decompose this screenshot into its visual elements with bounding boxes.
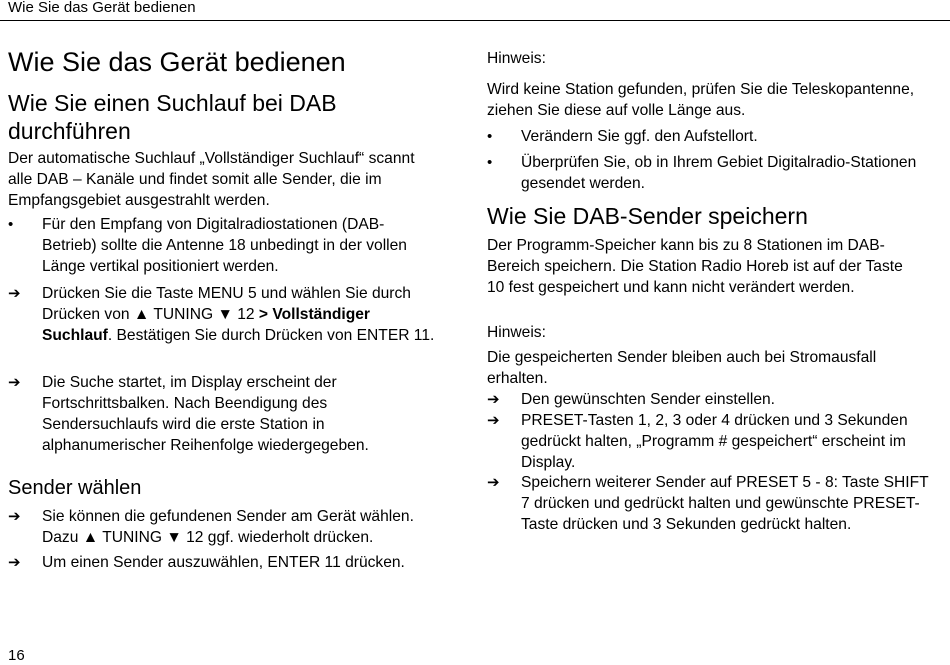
arrow-icon: ➔ (487, 412, 500, 429)
list-item (8, 214, 438, 277)
menu-path: > Vollständiger Suchlauf (42, 306, 370, 344)
instruction-step (8, 283, 440, 346)
step-text-tuning: TUNING (98, 529, 167, 546)
step-text: Den gewünschten Sender einstellen. (521, 391, 775, 408)
triangle-down-icon: ▼ (166, 529, 182, 546)
instruction-step (8, 372, 440, 456)
instruction-step (487, 389, 921, 410)
page-title: Wie Sie das Gerät bedienen (8, 47, 346, 77)
page-number: 16 (8, 647, 25, 664)
step-text: Um einen Sender auszuwählen, ENTER 11 drücken. (42, 554, 405, 571)
list-item (487, 126, 921, 147)
instruction-step (8, 552, 462, 573)
triangle-up-icon: ▲ (133, 306, 150, 323)
triangle-down-icon: ▼ (217, 306, 233, 323)
bullet-icon: • (487, 128, 493, 145)
step-text: PRESET-Tasten 1, 2, 3 oder 4 drücken und 3 Sekunden gedrückt halten, „Programm # gespeichert“ erscheint im Display. (521, 412, 908, 471)
search-intro: Der automatische Suchlauf „Vollständiger Suchlauf“ scannt alle DAB – Kanäle und findet somit alle Sender, die im Empfangsgebiet ausgestrahlt werden. (8, 150, 415, 209)
step-text-pre: Drücken Sie die Taste MENU 5 und wählen Sie durch Drücken von (42, 285, 411, 323)
note-text: Die gespeicherten Sender bleiben auch bei Stromausfall erhalten. (487, 349, 877, 387)
arrow-icon: ➔ (487, 391, 500, 408)
note-label: Hinweis: (487, 50, 546, 67)
step-text-tuning: TUNING (149, 306, 218, 323)
list-item-text: Für den Empfang von Digitalradiostationen (DAB-Betrieb) sollte die Antenne 18 unbedingt in der vollen Länge vertikal positioniert werden. (42, 216, 407, 275)
step-text-pre: Sie können die gefundenen Sender am Gerät wählen. Dazu (42, 508, 414, 546)
instruction-step (487, 472, 931, 535)
list-item-text: Verändern Sie ggf. den Aufstellort. (521, 128, 758, 145)
step-text-end: . Bestätigen Sie durch Drücken von ENTER 11. (107, 327, 435, 344)
save-heading: Wie Sie DAB-Sender speichern (487, 203, 808, 229)
bullet-icon: • (487, 154, 493, 171)
list-item (487, 152, 925, 194)
step-text: Speichern weiterer Sender auf PRESET 5 - 8: Taste SHIFT 7 drücken und gedrückt halten und gewünschte PRESET-Taste drücken und 3 Sekunden gedrückt halten. (521, 474, 929, 533)
note-text: Wird keine Station gefunden, prüfen Sie die Teleskopantenne, ziehen Sie diese auf volle Länge aus. (487, 81, 915, 119)
step-text-post: 12 (232, 306, 259, 323)
running-header: Wie Sie das Gerät bedienen (8, 0, 196, 16)
step-text: Die Suche startet, im Display erscheint der Fortschrittsbalken. Nach Beendigung des Sendersuchlaufs wird die erste Station in alphanumerischer Reihenfolge wiedergegeben. (42, 374, 369, 454)
arrow-icon: ➔ (487, 474, 500, 491)
arrow-icon: ➔ (8, 554, 21, 571)
header-rule (0, 20, 950, 21)
bullet-icon: • (8, 216, 14, 233)
triangle-up-icon: ▲ (82, 529, 99, 546)
step-text-post: 12 ggf. wiederholt drücken. (181, 529, 374, 546)
instruction-step (8, 506, 440, 548)
instruction-step (487, 410, 926, 473)
arrow-icon: ➔ (8, 285, 21, 302)
list-item-text: Überprüfen Sie, ob in Ihrem Gebiet Digitalradio-Stationen gesendet werden. (521, 154, 917, 192)
save-intro: Der Programm-Speicher kann bis zu 8 Stationen im DAB-Bereich speichern. Die Station Radio Horeb ist auf der Taste 10 fest gespeichert und kann nicht verändert werden. (487, 237, 903, 296)
arrow-icon: ➔ (8, 374, 21, 391)
arrow-icon: ➔ (8, 508, 21, 525)
note-label: Hinweis: (487, 324, 546, 341)
search-heading: Wie Sie einen Suchlauf bei DAB durchführen (8, 90, 337, 144)
select-heading: Sender wählen (8, 477, 142, 499)
